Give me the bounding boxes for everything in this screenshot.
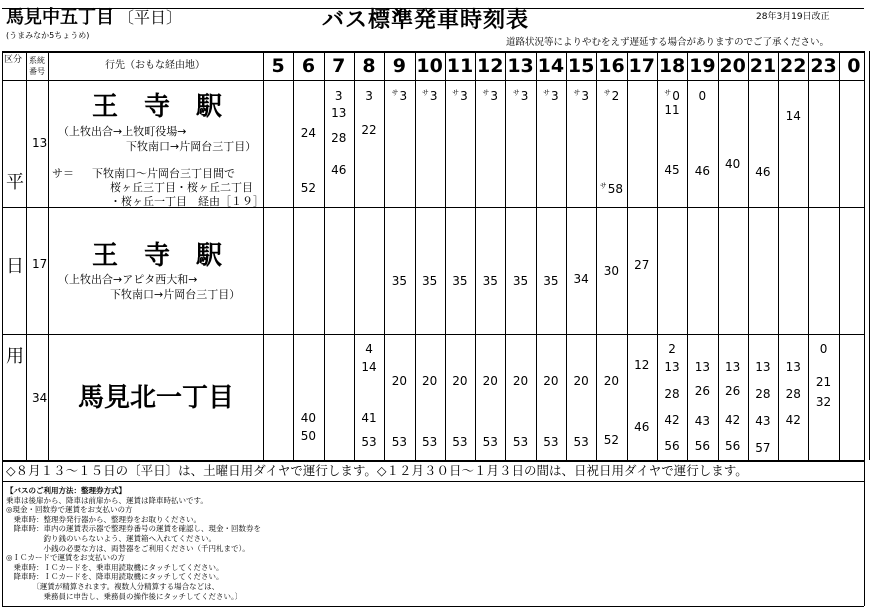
departure-minute: 53 bbox=[573, 435, 589, 450]
usage-line: 降車時：車内の運賃表示器で整理券番号の運賃を確認し、現金・回数券を bbox=[6, 524, 261, 534]
departure-minute: 22 bbox=[361, 123, 377, 138]
departure-minute: 56 bbox=[725, 438, 741, 453]
grid-vline bbox=[536, 51, 537, 460]
hour-header-18: 18 bbox=[658, 55, 686, 77]
stop-name: 馬見中五丁目 bbox=[6, 7, 114, 28]
route-variant-mark: サ bbox=[664, 88, 672, 97]
departure-minute: $^サ$3 bbox=[543, 88, 559, 103]
departure-minute: 53 bbox=[482, 435, 498, 450]
departure-minute: 26 bbox=[694, 383, 710, 398]
grid-vline bbox=[384, 51, 385, 460]
departure-minute: 13 bbox=[755, 359, 771, 374]
departure-minute: 0 bbox=[819, 342, 828, 357]
hour-header-17: 17 bbox=[628, 55, 655, 77]
departure-minute: $^サ$3 bbox=[452, 88, 468, 103]
grid-vline bbox=[687, 51, 688, 460]
grid-vline bbox=[505, 51, 506, 460]
grid-vline bbox=[26, 51, 27, 460]
grid-vline bbox=[354, 51, 355, 460]
grid-hline bbox=[2, 460, 864, 462]
departure-minute: 52 bbox=[300, 181, 317, 196]
hour-header-20: 20 bbox=[719, 55, 746, 77]
grid-hline bbox=[2, 80, 864, 81]
departure-minute: $^サ$3 bbox=[421, 88, 438, 103]
note-mark: サ＝ bbox=[52, 167, 74, 180]
departure-minute: 46 bbox=[694, 163, 710, 178]
departure-minute: 26 bbox=[725, 383, 741, 398]
hour-header-19: 19 bbox=[689, 55, 716, 77]
departure-minute: 28 bbox=[785, 386, 801, 401]
via-route-line2: 下牧南口→片岡台三丁目） bbox=[110, 288, 241, 301]
hour-header-7: 7 bbox=[332, 55, 346, 77]
hour-header-16: 16 bbox=[598, 55, 625, 77]
departure-minute: 12 bbox=[634, 357, 650, 372]
hour-header-10: 10 bbox=[416, 55, 443, 77]
departure-minute: 20 bbox=[543, 373, 559, 388]
note-line3: ・桜ヶ丘一丁目 経由［１９］ bbox=[110, 195, 264, 208]
departure-minute: 41 bbox=[361, 410, 377, 425]
revision-date: 28年3月19日改正 bbox=[756, 12, 830, 22]
column-header-kubun: 区分 bbox=[3, 55, 22, 65]
departure-minute: 46 bbox=[634, 420, 650, 435]
grid-vline bbox=[263, 51, 264, 460]
grid-hline bbox=[2, 481, 864, 482]
grid-hline bbox=[2, 334, 864, 335]
departure-minute: 35 bbox=[422, 274, 438, 289]
hour-header-11: 11 bbox=[446, 55, 474, 77]
day-label-hei: 平 bbox=[6, 172, 24, 193]
route-variant-mark: サ bbox=[603, 88, 611, 97]
hour-header-13: 13 bbox=[507, 55, 534, 77]
page-title: バス標準発車時刻表 bbox=[322, 8, 530, 33]
grid-vline bbox=[864, 51, 865, 606]
departure-minute: 30 bbox=[603, 263, 620, 278]
grid-vline bbox=[324, 51, 325, 460]
hour-header-6: 6 bbox=[301, 55, 316, 77]
departure-minute: $^サ$3 bbox=[512, 88, 529, 103]
usage-line: 乗車時：ＩＣカードを、乗車用読取機にタッチしてください。 bbox=[6, 562, 224, 572]
departure-minute: 57 bbox=[755, 440, 771, 455]
grid-vline bbox=[869, 51, 870, 460]
grid-vline bbox=[293, 51, 294, 460]
hour-header-9: 9 bbox=[392, 55, 406, 77]
route-variant-mark: サ bbox=[391, 88, 399, 97]
departure-minute: 13 bbox=[694, 359, 710, 374]
departure-minute: 0 bbox=[698, 88, 707, 103]
destination-umami-kita: 馬見北一丁目 bbox=[78, 383, 235, 413]
note-line2: 桜ヶ丘三丁目・桜ヶ丘二丁目 bbox=[110, 181, 253, 194]
departure-minute: 53 bbox=[422, 435, 438, 450]
route-variant-mark: サ bbox=[512, 88, 520, 97]
grid-vline bbox=[808, 51, 809, 460]
departure-minute: 56 bbox=[694, 438, 710, 453]
departure-minute: 42 bbox=[725, 412, 741, 427]
departure-minute: 20 bbox=[573, 373, 589, 388]
departure-minute: 13 bbox=[331, 105, 347, 120]
day-label-jitsu: 日 bbox=[6, 256, 24, 277]
departure-minute: 11 bbox=[664, 102, 680, 117]
hour-header-12: 12 bbox=[477, 55, 504, 77]
usage-line: 〔運賃が精算されます。複数人分精算する場合などは、 bbox=[6, 581, 220, 591]
departure-minute: 40 bbox=[300, 410, 317, 425]
grid-vline bbox=[475, 51, 476, 460]
route-number-13: 13 bbox=[32, 136, 48, 150]
usage-line: 小銭の必要な方は、両替器をご利用ください（千円札まで）。 bbox=[6, 543, 250, 553]
hour-header-15: 15 bbox=[567, 55, 595, 77]
hour-header-8: 8 bbox=[362, 55, 376, 77]
via-route-line1: （上牧出合→アピタ西大和→ bbox=[58, 273, 198, 286]
departure-minute: 52 bbox=[603, 433, 620, 448]
departure-minute: 45 bbox=[664, 162, 680, 177]
departure-minute: 56 bbox=[664, 438, 680, 453]
usage-line: 乗務員に申告し、乗務員の操作後にタッチしてください。〕 bbox=[6, 591, 243, 601]
departure-minute: 20 bbox=[391, 373, 407, 388]
departure-minute: 20 bbox=[422, 373, 438, 388]
stop-reading: (うまみなか5ちょうめ) bbox=[6, 31, 90, 40]
departure-minute: 14 bbox=[361, 359, 377, 374]
usage-line: 【バスのご利用方法：整理券方式】 bbox=[6, 486, 126, 495]
grid-hline bbox=[2, 606, 864, 607]
departure-minute: 27 bbox=[634, 258, 650, 273]
usage-line: 釣り銭のいらないよう、運賃箱へ入れてください。 bbox=[6, 533, 216, 543]
hour-header-0: 0 bbox=[847, 55, 861, 77]
grid-vline bbox=[445, 51, 446, 460]
departure-minute: $^サ$2 bbox=[603, 88, 620, 103]
hour-header-5: 5 bbox=[271, 55, 285, 77]
departure-minute: 3 bbox=[365, 88, 373, 103]
departure-minute: 42 bbox=[664, 412, 680, 427]
departure-minute: $^サ$3 bbox=[573, 88, 589, 103]
grid-vline bbox=[627, 51, 628, 460]
destination-oji-station-2: 王 寺 駅 bbox=[92, 241, 223, 271]
departure-minute: 20 bbox=[482, 373, 498, 388]
grid-vline bbox=[2, 51, 3, 606]
departure-minute: 13 bbox=[664, 359, 680, 374]
route-number-17: 17 bbox=[32, 257, 48, 271]
departure-minute: 4 bbox=[365, 342, 373, 357]
route-variant-mark: サ bbox=[599, 182, 607, 191]
departure-minute: 43 bbox=[694, 413, 710, 428]
departure-minute: 53 bbox=[361, 435, 377, 450]
grid-hline bbox=[2, 8, 864, 9]
departure-minute: 3 bbox=[334, 88, 343, 103]
departure-minute: 14 bbox=[785, 109, 801, 124]
departure-minute: 53 bbox=[543, 435, 559, 450]
departure-minute: 53 bbox=[452, 435, 468, 450]
route-variant-mark: サ bbox=[421, 88, 429, 97]
route-variant-mark: サ bbox=[452, 88, 460, 97]
delay-notice: 道路状況等によりやむをえず遅延する場合がありますのでご了承ください。 bbox=[506, 37, 830, 48]
column-header-route-no: 系統番号 bbox=[29, 56, 45, 76]
departure-minute: 35 bbox=[512, 274, 529, 289]
hour-header-23: 23 bbox=[810, 55, 837, 77]
departure-minute: 35 bbox=[482, 274, 498, 289]
column-header-destination: 行先（おもな経由地） bbox=[105, 60, 205, 71]
departure-minute: 53 bbox=[512, 435, 529, 450]
route-variant-mark: サ bbox=[573, 88, 581, 97]
departure-minute: 53 bbox=[391, 435, 407, 450]
route-number-34: 34 bbox=[32, 391, 48, 405]
day-label-you: 用 bbox=[6, 346, 24, 367]
departure-minute: 40 bbox=[725, 157, 741, 172]
via-route-line2: 下牧南口→片岡台三丁目） bbox=[126, 140, 257, 153]
departure-minute: 20 bbox=[603, 373, 620, 388]
grid-vline bbox=[566, 51, 567, 460]
departure-minute: $^サ$3 bbox=[482, 88, 499, 103]
hour-header-14: 14 bbox=[537, 55, 565, 77]
holiday-note: ◇８月１３～１５日の〔平日〕は、土曜日用ダイヤで運行します。◇１２月３０日～１月３日の間は、日祝日用ダイヤで運行します。 bbox=[6, 463, 748, 478]
usage-line: ◎ＩＣカードで運賃をお支払いの方 bbox=[6, 553, 126, 563]
departure-minute: 42 bbox=[785, 412, 801, 427]
grid-vline bbox=[839, 51, 840, 460]
grid-vline bbox=[415, 51, 416, 460]
departure-minute: 46 bbox=[755, 164, 771, 179]
departure-minute: $^サ$0 bbox=[664, 88, 680, 103]
note-line1: 下牧南口～片岡台三丁目間で bbox=[92, 167, 235, 180]
hour-header-21: 21 bbox=[749, 55, 777, 77]
day-type: 〔平日〕 bbox=[118, 8, 183, 27]
grid-vline bbox=[48, 51, 49, 460]
grid-vline bbox=[748, 51, 749, 460]
departure-minute: $^サ$58 bbox=[599, 182, 624, 197]
via-route-line1: （上牧出合→上牧町役場→ bbox=[58, 125, 187, 138]
grid-vline bbox=[778, 51, 779, 460]
destination-oji-station: 王 寺 駅 bbox=[92, 92, 223, 122]
grid-vline bbox=[657, 51, 658, 460]
departure-minute: 32 bbox=[815, 395, 832, 410]
departure-minute: 21 bbox=[815, 374, 832, 389]
departure-minute: 28 bbox=[331, 131, 347, 146]
grid-hline bbox=[2, 51, 864, 53]
departure-minute: $^サ$3 bbox=[391, 88, 408, 103]
departure-minute: 34 bbox=[573, 272, 589, 287]
departure-minute: 20 bbox=[512, 373, 529, 388]
departure-minute: 13 bbox=[725, 359, 741, 374]
usage-line: ◎現金・回数券で運賃をお支払いの方 bbox=[6, 505, 133, 515]
usage-line: 乗車時：整理券発行器から、整理券をお取りください。 bbox=[6, 514, 201, 524]
departure-minute: 28 bbox=[755, 386, 771, 401]
departure-minute: 28 bbox=[664, 386, 680, 401]
departure-minute: 13 bbox=[785, 359, 801, 374]
departure-minute: 50 bbox=[300, 428, 317, 443]
departure-minute: 43 bbox=[755, 413, 771, 428]
hour-header-22: 22 bbox=[780, 55, 807, 77]
departure-minute: 24 bbox=[300, 125, 317, 140]
usage-instructions bbox=[6, 486, 261, 601]
departure-minute: 35 bbox=[391, 274, 407, 289]
departure-minute: 35 bbox=[543, 274, 559, 289]
grid-vline bbox=[718, 51, 719, 460]
route-variant-mark: サ bbox=[543, 88, 551, 97]
grid-vline bbox=[596, 51, 597, 460]
usage-line: 乗車は後扉から、降車は前扉から、運賃は降車時払いです。 bbox=[6, 495, 208, 505]
departure-minute: 20 bbox=[452, 373, 468, 388]
departure-minute: 35 bbox=[452, 274, 468, 289]
departure-minute: 2 bbox=[668, 342, 676, 357]
usage-line: 降車時：ＩＣカードを、降車用読取機にタッチしてください。 bbox=[6, 572, 224, 582]
departure-minute: 46 bbox=[331, 162, 347, 177]
route-variant-mark: サ bbox=[482, 88, 490, 97]
